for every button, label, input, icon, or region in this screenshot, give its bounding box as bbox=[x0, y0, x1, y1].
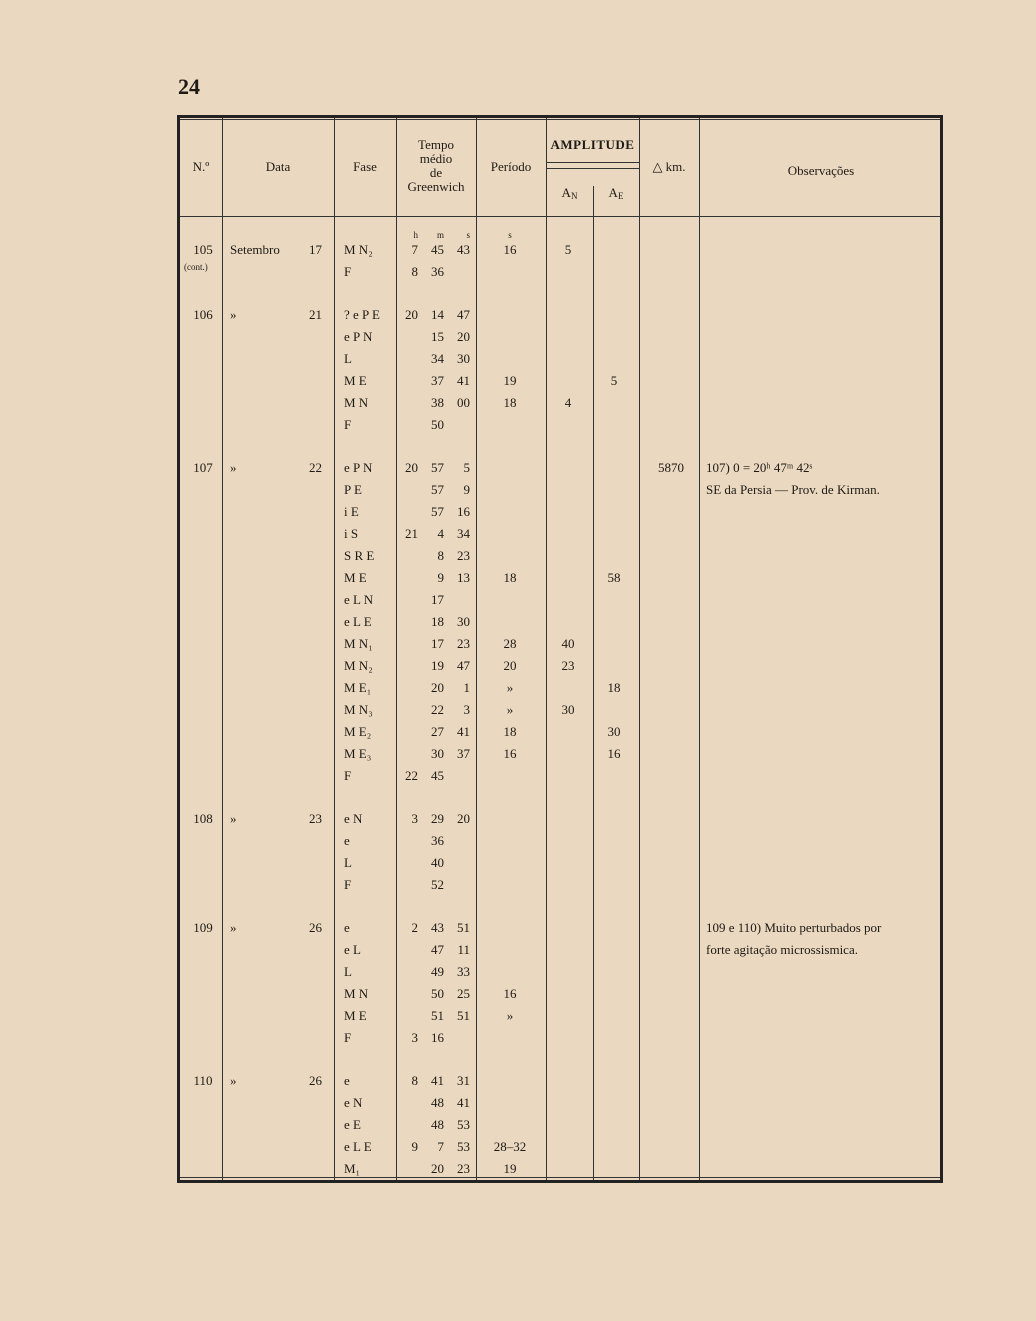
row-seconds: 34 bbox=[457, 526, 470, 541]
row-day: 23 bbox=[309, 811, 322, 826]
row-month: » bbox=[230, 307, 237, 322]
row-month: Setembro bbox=[230, 242, 280, 257]
table-row bbox=[180, 942, 940, 964]
row-amplitude-e: 16 bbox=[607, 746, 621, 761]
row-phase: e L bbox=[344, 942, 361, 957]
row-minutes: 18 bbox=[431, 614, 444, 629]
row-seconds: 37 bbox=[457, 746, 470, 761]
header-tempo-line2: médio bbox=[419, 151, 453, 166]
table-row bbox=[180, 746, 940, 768]
header-amplitude: AMPLITUDE bbox=[550, 137, 635, 152]
header-an-label: A bbox=[561, 185, 571, 200]
row-amplitude-n: 40 bbox=[561, 636, 575, 651]
table-row bbox=[180, 833, 940, 855]
row-period: » bbox=[506, 702, 514, 717]
row-phase: M N₃ bbox=[344, 702, 373, 717]
row-period: 16 bbox=[503, 746, 517, 761]
unit-h: h bbox=[413, 230, 418, 240]
row-period: 20 bbox=[503, 658, 517, 673]
row-hours: 2 bbox=[411, 920, 418, 935]
row-phase: M E bbox=[344, 373, 367, 388]
row-hours: 8 bbox=[411, 264, 418, 279]
row-seconds: 41 bbox=[457, 373, 470, 388]
row-seconds: 33 bbox=[457, 964, 470, 979]
row-continued-note: (cont.) bbox=[184, 262, 208, 272]
row-phase: e L E bbox=[344, 614, 372, 629]
row-amplitude-n: 4 bbox=[564, 395, 572, 410]
header-observacoes: Observações bbox=[787, 163, 855, 178]
table-row bbox=[180, 1008, 940, 1030]
row-phase: F bbox=[344, 1030, 352, 1045]
data-table bbox=[177, 115, 943, 1183]
row-seconds: 47 bbox=[457, 307, 470, 322]
row-day: 17 bbox=[309, 242, 322, 257]
row-hours: 3 bbox=[411, 811, 418, 826]
row-phase: M N₂ bbox=[344, 658, 373, 673]
amplitude-rule-1 bbox=[546, 162, 639, 163]
row-hours: 7 bbox=[411, 242, 418, 257]
row-minutes: 36 bbox=[431, 264, 444, 279]
table-row bbox=[180, 526, 940, 548]
row-minutes: 45 bbox=[431, 768, 444, 783]
row-seconds: 30 bbox=[457, 614, 470, 629]
table-row bbox=[180, 307, 940, 329]
row-day: 21 bbox=[309, 307, 322, 322]
table-row bbox=[180, 877, 940, 899]
row-hours: 21 bbox=[405, 526, 418, 541]
row-number: 107 bbox=[193, 460, 213, 475]
row-minutes: 30 bbox=[431, 746, 444, 761]
row-seconds: 00 bbox=[457, 395, 470, 410]
table-row bbox=[180, 482, 940, 504]
table-row bbox=[180, 702, 940, 724]
row-seconds: 13 bbox=[457, 570, 470, 585]
row-minutes: 29 bbox=[431, 811, 444, 826]
row-seconds: 53 bbox=[457, 1139, 470, 1154]
row-seconds: 31 bbox=[457, 1073, 470, 1088]
header-data: Data bbox=[265, 159, 291, 174]
row-minutes: 22 bbox=[431, 702, 444, 717]
row-minutes: 40 bbox=[431, 855, 444, 870]
row-phase: F bbox=[344, 264, 352, 279]
table-row bbox=[180, 614, 940, 636]
row-phase: M E₂ bbox=[344, 724, 372, 739]
row-minutes: 7 bbox=[437, 1139, 444, 1154]
row-minutes: 38 bbox=[431, 395, 444, 410]
table-row bbox=[180, 1139, 940, 1161]
header-km: △ km. bbox=[652, 159, 686, 174]
row-month: » bbox=[230, 1073, 237, 1088]
table-row bbox=[180, 1095, 940, 1117]
table-row bbox=[180, 1117, 940, 1139]
row-number: 110 bbox=[193, 1073, 213, 1088]
header-tempo-line1: Tempo bbox=[418, 137, 454, 152]
row-seconds: 3 bbox=[463, 702, 470, 717]
table-row bbox=[180, 460, 940, 482]
row-minutes: 8 bbox=[437, 548, 444, 563]
row-minutes: 16 bbox=[431, 1030, 444, 1045]
row-minutes: 19 bbox=[431, 658, 444, 673]
row-seconds: 25 bbox=[457, 986, 470, 1001]
page-number: 24 bbox=[178, 74, 200, 99]
row-minutes: 52 bbox=[431, 877, 444, 892]
row-phase: e bbox=[344, 833, 350, 848]
row-period: 16 bbox=[503, 242, 517, 257]
table-row bbox=[180, 1030, 940, 1052]
table-row bbox=[180, 373, 940, 395]
frame-inner-top-rule bbox=[180, 119, 940, 120]
row-period: 16 bbox=[503, 986, 517, 1001]
header-tempo-line3: de bbox=[429, 165, 443, 180]
row-amplitude-e: 18 bbox=[607, 680, 621, 695]
row-seconds: 41 bbox=[457, 724, 470, 739]
row-seconds: 23 bbox=[457, 1161, 470, 1176]
row-minutes: 57 bbox=[431, 460, 444, 475]
row-minutes: 17 bbox=[431, 592, 444, 607]
row-phase: e bbox=[344, 1073, 350, 1088]
row-minutes: 50 bbox=[431, 986, 444, 1001]
row-period: 18 bbox=[503, 570, 517, 585]
row-minutes: 48 bbox=[431, 1095, 444, 1110]
row-seconds: 47 bbox=[457, 658, 470, 673]
row-minutes: 57 bbox=[431, 504, 444, 519]
row-phase: L bbox=[344, 855, 352, 870]
row-minutes: 49 bbox=[431, 964, 444, 979]
row-minutes: 37 bbox=[431, 373, 444, 388]
row-minutes: 15 bbox=[431, 329, 444, 344]
header-periodo: Período bbox=[490, 159, 532, 174]
unit-m: m bbox=[436, 230, 444, 240]
row-phase: e E bbox=[344, 1117, 361, 1132]
table-row bbox=[180, 264, 940, 286]
row-phase: e L E bbox=[344, 1139, 372, 1154]
row-number: 106 bbox=[193, 307, 213, 322]
row-phase: e P N bbox=[344, 460, 373, 475]
row-phase: i E bbox=[344, 504, 359, 519]
row-phase: S R E bbox=[344, 548, 375, 563]
row-minutes: 50 bbox=[431, 417, 444, 432]
row-observation: SE da Persia — Prov. de Kirman. bbox=[706, 482, 880, 497]
row-hours: 20 bbox=[405, 307, 418, 322]
row-seconds: 20 bbox=[457, 329, 470, 344]
row-phase: M₁ bbox=[344, 1161, 361, 1176]
row-phase: M N₁ bbox=[344, 636, 373, 651]
row-month: » bbox=[230, 460, 237, 475]
row-minutes: 43 bbox=[431, 920, 444, 935]
row-minutes: 48 bbox=[431, 1117, 444, 1132]
row-day: 22 bbox=[309, 460, 322, 475]
row-month: » bbox=[230, 920, 237, 935]
row-phase: M E₁ bbox=[344, 680, 372, 695]
row-seconds: 43 bbox=[457, 242, 470, 257]
row-amplitude-e: 5 bbox=[610, 373, 618, 388]
row-phase: e P N bbox=[344, 329, 373, 344]
row-phase: e N bbox=[344, 811, 363, 826]
row-period: 19 bbox=[503, 373, 517, 388]
header-an-sub: N bbox=[570, 191, 578, 201]
table-row bbox=[180, 680, 940, 702]
table-row bbox=[180, 351, 940, 373]
table-row bbox=[180, 548, 940, 570]
row-minutes: 34 bbox=[431, 351, 444, 366]
header-tempo bbox=[396, 138, 476, 194]
row-seconds: 41 bbox=[457, 1095, 470, 1110]
row-period: » bbox=[506, 680, 514, 695]
row-day: 26 bbox=[309, 920, 322, 935]
row-hours: 8 bbox=[411, 1073, 418, 1088]
row-phase: e bbox=[344, 920, 350, 935]
row-minutes: 27 bbox=[431, 724, 444, 739]
row-seconds: 5 bbox=[463, 460, 470, 475]
row-minutes: 4 bbox=[437, 526, 444, 541]
table-row bbox=[180, 811, 940, 833]
header-tempo-line4: Greenwich bbox=[407, 179, 465, 194]
header-bottom-rule bbox=[180, 216, 940, 217]
table-row bbox=[180, 964, 940, 986]
row-phase: M N bbox=[344, 986, 369, 1001]
unit-s: s bbox=[466, 230, 470, 240]
row-phase: M N₂ bbox=[344, 242, 373, 257]
row-seconds: 51 bbox=[457, 1008, 470, 1023]
row-phase: M N bbox=[344, 395, 369, 410]
row-phase: M E bbox=[344, 1008, 367, 1023]
row-seconds: 16 bbox=[457, 504, 470, 519]
header-fase: Fase bbox=[353, 159, 377, 174]
row-phase: F bbox=[344, 417, 352, 432]
row-period: 19 bbox=[503, 1161, 517, 1176]
table-row bbox=[180, 724, 940, 746]
row-distance-km: 5870 bbox=[658, 460, 684, 475]
row-minutes: 14 bbox=[431, 307, 444, 322]
table-row bbox=[180, 329, 940, 351]
amplitude-rule-2 bbox=[546, 168, 639, 169]
table-row bbox=[180, 636, 940, 658]
table-row bbox=[180, 417, 940, 439]
row-phase: e N bbox=[344, 1095, 363, 1110]
row-minutes: 51 bbox=[431, 1008, 444, 1023]
row-period: 18 bbox=[503, 724, 517, 739]
row-seconds: 11 bbox=[457, 942, 470, 957]
row-minutes: 20 bbox=[431, 680, 444, 695]
row-minutes: 41 bbox=[431, 1073, 444, 1088]
row-seconds: 23 bbox=[457, 636, 470, 651]
table-row bbox=[180, 570, 940, 592]
row-hours: 20 bbox=[405, 460, 418, 475]
row-phase: F bbox=[344, 768, 352, 783]
row-phase: e L N bbox=[344, 592, 374, 607]
header-no: N.º bbox=[192, 159, 210, 174]
row-seconds: 30 bbox=[457, 351, 470, 366]
row-hours: 3 bbox=[411, 1030, 418, 1045]
row-hours: 22 bbox=[405, 768, 418, 783]
row-amplitude-n: 30 bbox=[561, 702, 575, 717]
row-phase: L bbox=[344, 351, 352, 366]
row-period: 28 bbox=[503, 636, 517, 651]
row-phase: P E bbox=[344, 482, 362, 497]
table-row bbox=[180, 1073, 940, 1095]
row-phase: M E₃ bbox=[344, 746, 372, 761]
row-month: » bbox=[230, 811, 237, 826]
row-seconds: 23 bbox=[457, 548, 470, 563]
row-number: 105 bbox=[193, 242, 213, 257]
header-ae-sub: E bbox=[617, 191, 624, 201]
row-amplitude-e: 30 bbox=[607, 724, 621, 739]
row-minutes: 36 bbox=[431, 833, 444, 848]
row-minutes: 47 bbox=[431, 942, 444, 957]
row-observation: forte agitação microssismica. bbox=[706, 942, 858, 957]
row-period: » bbox=[506, 1008, 514, 1023]
row-observation: 107) 0 = 20ʰ 47ᵐ 42ˢ bbox=[706, 460, 813, 475]
table-row bbox=[180, 1161, 940, 1183]
header-an bbox=[546, 186, 593, 203]
table-row bbox=[180, 920, 940, 942]
row-phase: L bbox=[344, 964, 352, 979]
row-seconds: 20 bbox=[457, 811, 470, 826]
table-row bbox=[180, 658, 940, 680]
row-period: 18 bbox=[503, 395, 517, 410]
row-amplitude-n: 5 bbox=[564, 242, 572, 257]
header-ae-label: A bbox=[608, 185, 618, 200]
row-number: 109 bbox=[193, 920, 213, 935]
row-period: 28–32 bbox=[493, 1139, 527, 1154]
row-phase: ? e P E bbox=[344, 307, 380, 322]
table-row bbox=[180, 395, 940, 417]
row-phase: F bbox=[344, 877, 352, 892]
row-amplitude-e: 58 bbox=[607, 570, 621, 585]
table-row bbox=[180, 768, 940, 790]
row-amplitude-n: 23 bbox=[561, 658, 575, 673]
row-minutes: 20 bbox=[431, 1161, 444, 1176]
row-minutes: 45 bbox=[431, 242, 444, 257]
row-seconds: 1 bbox=[463, 680, 470, 695]
row-day: 26 bbox=[309, 1073, 322, 1088]
table-row bbox=[180, 855, 940, 877]
row-seconds: 51 bbox=[457, 920, 470, 935]
row-seconds: 9 bbox=[463, 482, 470, 497]
row-seconds: 53 bbox=[457, 1117, 470, 1132]
table-row bbox=[180, 986, 940, 1008]
row-hours: 9 bbox=[411, 1139, 418, 1154]
row-phase: i S bbox=[344, 526, 359, 541]
header-ae bbox=[593, 186, 639, 203]
row-observation: 109 e 110) Muito perturbados por bbox=[706, 920, 882, 935]
row-minutes: 57 bbox=[431, 482, 444, 497]
table-row bbox=[180, 592, 940, 614]
table-row bbox=[180, 504, 940, 526]
row-minutes: 9 bbox=[437, 570, 444, 585]
row-phase: M E bbox=[344, 570, 367, 585]
row-number: 108 bbox=[193, 811, 213, 826]
row-minutes: 17 bbox=[431, 636, 444, 651]
unit-period-s: s bbox=[508, 230, 512, 240]
